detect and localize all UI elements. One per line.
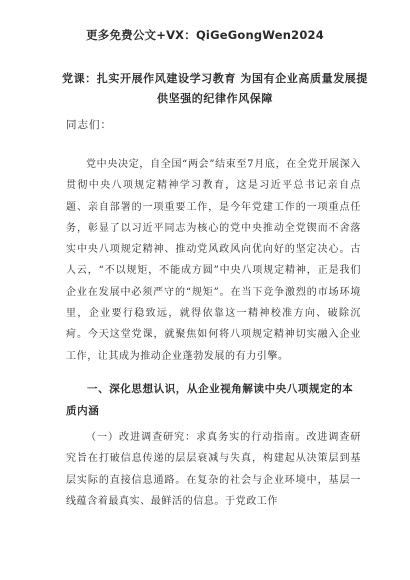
- sub-paragraph: （一）改进调查研究：求真务实的行动指南。改进调查研究旨在打破信息传递的层层衰减与失真，构建起从决策层到基层实际的直接信息通路。在复杂的社会与企业环境中，基层一线蕴含着最真实、最鲜活的信息。于党政工作: [66, 432, 361, 507]
- salutation: 同志们：: [66, 119, 112, 131]
- page-header: 更多免费公文+VX：QiGeGongWen2024: [86, 28, 324, 42]
- sub-section: [66, 427, 361, 512]
- intro-body: [66, 154, 361, 367]
- section-heading: 一、深化思想认识，从企业视角解读中央八项规定的本质内涵: [66, 383, 354, 417]
- document-title: 党课：扎实开展作风建设学习教育 为国有企业高质量发展提供坚强的纪律作风保障: [61, 72, 369, 105]
- intro-paragraph: 党中央决定，自全国“两会”结束至7月底，在全党开展深入贯彻中央八项规定精神学习教育，这是习近平总书记亲自点题、亲自部署的一项重要工作，是今年党建工作的一项重点任务，彰显了以习近平同志为核心的党中央推动全党锲而不舍落实中央八项规定精神、推动党风政风向优向好的坚定决心。古人云，“不以规矩，不能成方圆”中央八项规定精神，正是我们企业在发展中必须严守的“规矩”。在当下竞争激烈的市场环境里，企业要行稳致远，就得依靠这一精神校准方向、破除沉疴。今天这堂党课，就聚焦如何将八项规定精神切实融入企业工作，让其成为推动企业蓬勃发展的有力引擎。: [66, 159, 361, 362]
